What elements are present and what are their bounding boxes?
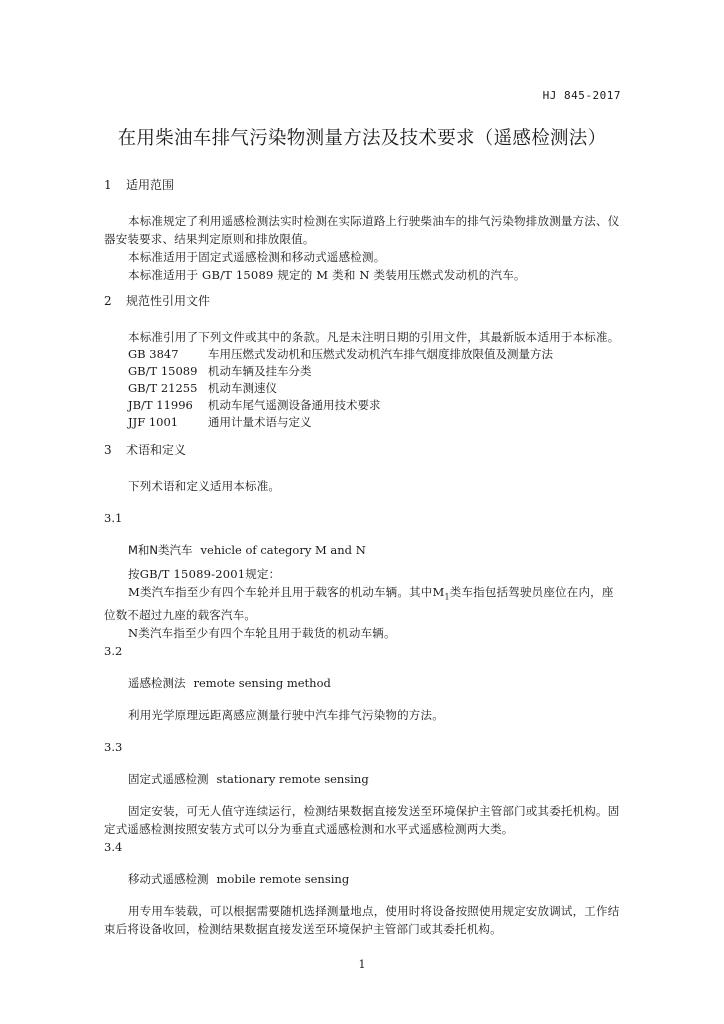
term-3-1-en: vehicle of category M and N [200,543,366,557]
reference-item [104,414,624,431]
document-title: 在用柴油车排气污染物测量方法及技术要求（遥感检测法） [117,128,607,149]
section-1-para-3: 本标准适用于 GB/T 15089 规定的 M 类和 N 类装用压燃式发动机的汽车。 [128,268,526,282]
term-3-2-cn: 遥感检测法 [128,676,186,691]
term-3-4-en: mobile remote sensing [216,872,350,887]
term-3-3-heading [104,770,624,788]
reference-title: 通用计量术语与定义 [208,415,312,429]
term-3-1-cn: M和N类汽车 [128,543,193,557]
section-1-title: 适用范围 [126,178,175,192]
section-2-number: 2 [104,294,112,308]
reference-title: 机动车测速仪 [208,381,277,395]
term-3-4-definition: 用专用车装载，可以根据需要随机选择测量地点，使用时将设备按照使用规定安放调试，工作结束后将设备收回，检测结果数据直接发送至环境保护主管部门或其委托机构。 [104,904,620,937]
term-3-1-line-3: N类汽车指至少有四个车轮且用于载货的机动车辆。 [128,626,396,641]
term-3-4-heading [104,870,624,888]
standard-code: HJ 845-2017 [542,89,621,102]
reference-title: 机动车辆及挂车分类 [208,364,312,378]
reference-code: GB/T 21255 [128,381,198,395]
section-1-para-2: 本标准适用于固定式遥感检测和移动式遥感检测。 [128,250,386,264]
reference-item [104,397,624,414]
section-3-number: 3 [104,443,112,457]
term-3-3-definition: 固定安装，可无人值守连续运行，检测结果数据直接发送至环境保护主管部门或其委托机构。固定式遥感检测按照安装方式可以分为垂直式遥感检测和水平式遥感检测两大类。 [104,804,620,837]
reference-code: JB/T 11996 [128,398,193,412]
term-3-3-en: stationary remote sensing [216,772,369,787]
section-2-para-1: 本标准引用了下列文件或其中的条款。凡是未注明日期的引用文件，其最新版本适用于本标准。 [128,330,620,344]
term-3-4-cn: 移动式遥感检测 [128,872,209,887]
term-3-1-line-2: M类汽车指至少有四个车轮并且用于载客的机动车辆。其中$M_1$类车指包括驾驶员座位在内，座位数不超过九座的载客汽车。 [104,585,614,623]
section-3-title: 术语和定义 [126,443,187,457]
document-body [104,176,624,938]
section-1-para-1: 本标准规定了利用遥感检测法实时检测在实际道路上行驶柴油车的排气污染物排放测量方法、仪器安装要求、结果判定原则和排放限值。 [104,214,620,246]
reference-code: JJF 1001 [128,415,179,429]
term-3-3-cn: 固定式遥感检测 [128,772,209,787]
section-3-para-1: 下列术语和定义适用本标准。 [128,479,281,493]
term-3-2-heading [104,674,624,692]
term-3-4-number: 3.4 [104,840,123,855]
reference-title: 机动车尾气遥测设备通用技术要求 [208,398,381,412]
section-1-heading [104,176,624,194]
reference-code: GB/T 15089 [128,364,198,378]
section-3-heading [104,441,624,459]
reference-list [104,346,624,431]
reference-item [104,380,624,397]
reference-item [104,346,624,363]
section-2-heading [104,292,624,310]
term-3-1-number: 3.1 [104,511,123,525]
section-2-title: 规范性引用文件 [126,294,211,308]
reference-item [104,363,624,380]
term-3-3-number: 3.3 [104,740,123,755]
page-number: 1 [358,958,366,971]
term-3-2-definition: 利用光学原理远距离感应测量行驶中汽车排气污染物的方法。 [128,708,444,723]
term-3-1-line-1: 按GB/T 15089-2001规定： [128,567,281,581]
reference-title: 车用压燃式发动机和压燃式发动机汽车排气烟度排放限值及测量方法 [208,347,553,361]
term-3-1-heading [104,541,624,559]
reference-code: GB 3847 [128,347,179,361]
term-3-2-number: 3.2 [104,644,123,659]
term-3-2-en: remote sensing method [193,676,331,691]
section-1-number: 1 [104,178,112,192]
